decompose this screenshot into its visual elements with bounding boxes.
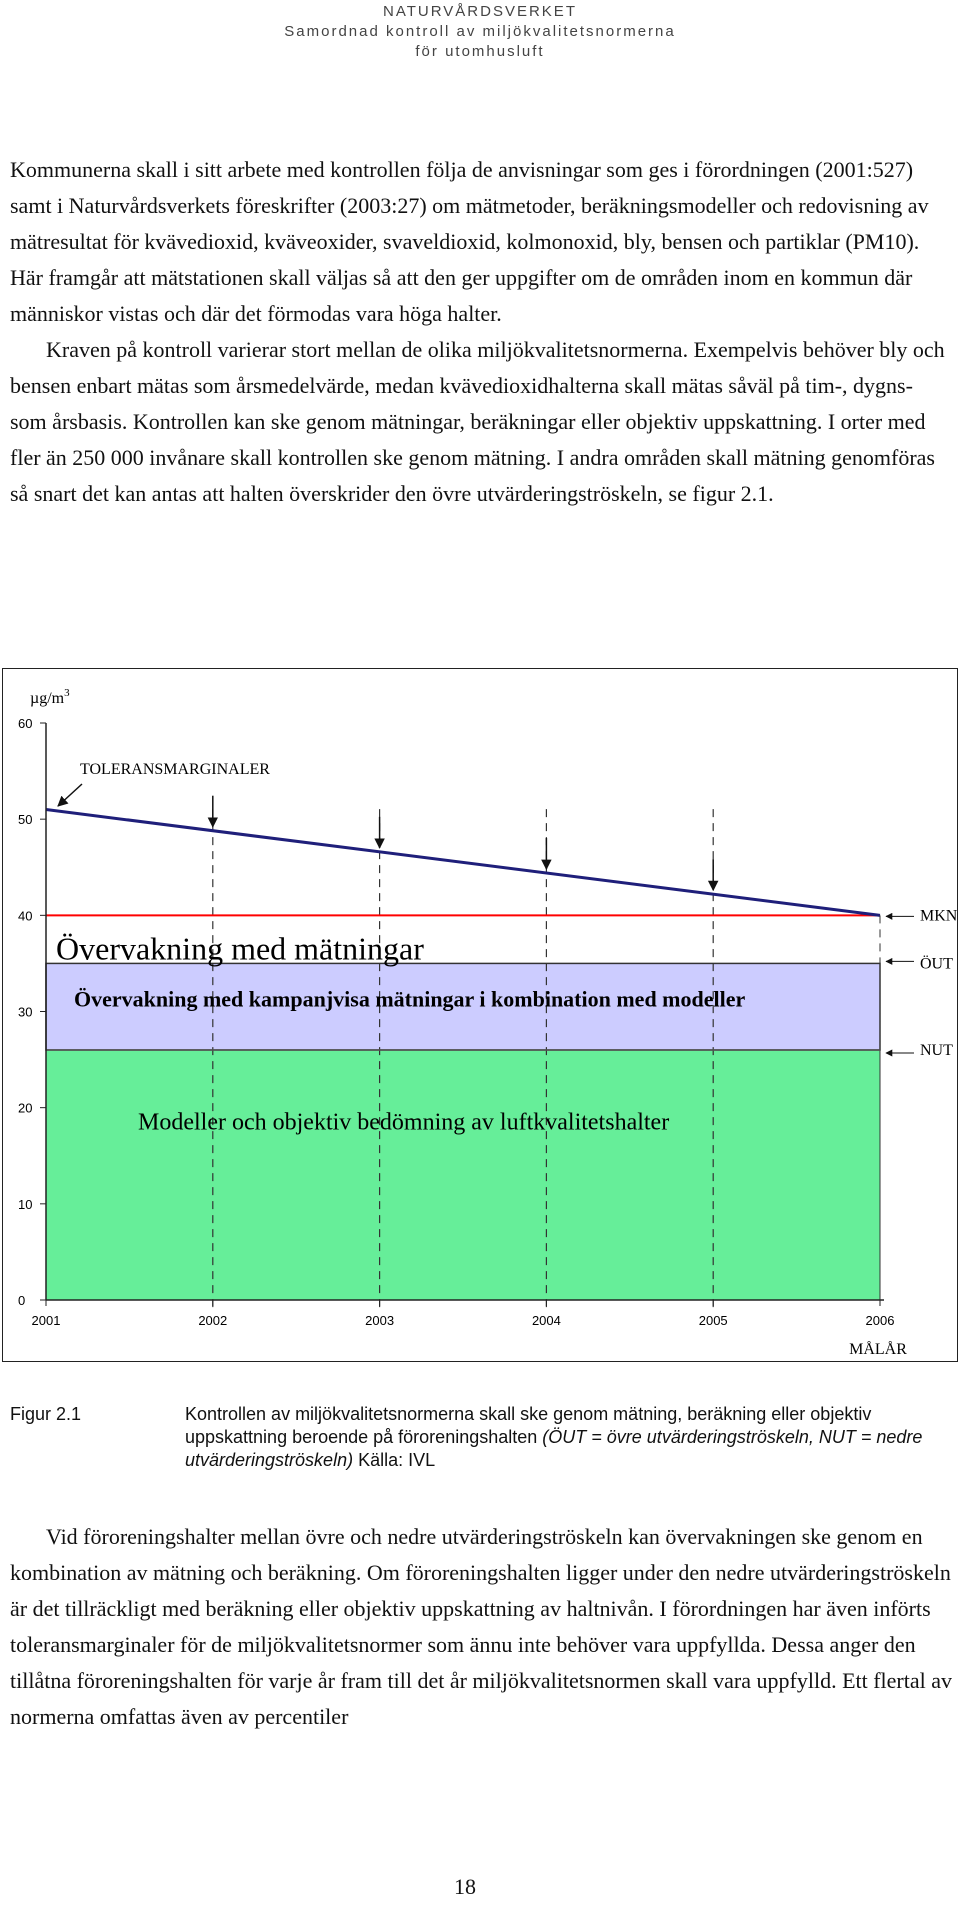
body-text-bottom — [10, 1519, 955, 1735]
x-tick-label: 2001 — [31, 1313, 61, 1328]
y-tick-label: 0 — [18, 1293, 26, 1308]
header-subtitle-2: för utomhusluft — [415, 43, 545, 60]
x-tick-label: 2003 — [365, 1313, 395, 1328]
mkn-label: MKN — [920, 907, 958, 925]
y-tick-label: 30 — [18, 1004, 33, 1020]
body-text-top — [10, 152, 955, 512]
figure-caption-label: Figur 2.1 — [10, 1404, 82, 1424]
x-end-label: MÅLÅR — [849, 1341, 907, 1358]
x-tick-label: 2004 — [531, 1313, 561, 1328]
tolerance-label-arrow — [58, 784, 82, 806]
nut-label: NUT — [920, 1041, 953, 1059]
page-number: 18 — [454, 1874, 476, 1899]
paragraph: Kraven på kontroll varierar stort mellan de olika miljökvalitetsnormerna. Exempelvis behöver bly och bensen enbart mätas som årsmedelvärde, medan kvävedioxidhalterna skall mätas såväl på tim-, dygns- som årsbasis. Kontrollen kan ske genom mätningar, beräkningar eller objektiv uppskattning. I orter med fler än 250 000 invånare skall kontrollen ske genom mätning. I andra områden skall mätning genomföras så snart det kan antas att halten överskrider den övre utvärderingströskeln, se figur 2.1. — [10, 337, 945, 506]
tolerance-label: TOLERANSMARGINALER — [80, 761, 270, 778]
figure-caption-text — [185, 1403, 930, 1472]
x-tick-label: 2005 — [698, 1313, 728, 1328]
region-models — [46, 1050, 880, 1300]
region-label-models: Modeller och objektiv bedömning av luftkvalitetshalter — [138, 1109, 670, 1136]
paragraph: Vid föroreningshalter mellan övre och nedre utvärderingströskeln kan övervakningen ske genom en kombination av mätning och beräkning. Om föroreningshalten ligger under den nedre utvärderingströskeln är det tillräckligt med beräkning eller objektiv uppskattning av haltnivån. I förordningen har även införts toleransmarginaler för de miljökvalitetsnormer som ännu inte behöver vara uppfyllda. Dessa anger den tillåtna föroreningshalten för varje år fram till det år miljökvalitetsnormen skall vara uppfylld. Ett flertal av normerna omfattas även av percentiler — [10, 1524, 953, 1729]
caption-normal: Kontrollen av miljökvalitetsnormerna skall ske genom mätning, beräkning eller objektiv uppskattning beroende på föroreningshalten — [185, 1404, 872, 1447]
region-label-measurements: Övervakning med mätningar — [56, 930, 424, 967]
y-axis-unit: $\mu g/m^3$ — [30, 687, 70, 707]
y-tick-label: 10 — [18, 1196, 33, 1212]
figure-chart — [2, 668, 958, 1362]
caption-source: Källa: IVL — [353, 1450, 436, 1470]
page-header — [0, 0, 960, 62]
x-ticks — [32, 1300, 895, 1328]
tolerance-arrows — [213, 796, 713, 890]
y-tick-label: 40 — [18, 908, 33, 924]
y-tick-label: 60 — [18, 716, 33, 731]
y-tick-label: 50 — [18, 812, 33, 828]
y-ticks — [18, 716, 46, 1308]
region-label-campaign: Övervakning med kampanjvisa mätningar i kombination med modeller — [74, 986, 746, 1012]
header-subtitle-1: Samordnad kontroll av miljökvalitetsnormerna — [284, 23, 676, 40]
out-label: ÖUT — [920, 955, 953, 973]
x-tick-label: 2006 — [865, 1313, 895, 1328]
tolerance-line — [46, 810, 880, 916]
y-tick-label: 20 — [18, 1100, 33, 1116]
header-org: NATURVÅRDSVERKET — [383, 3, 577, 20]
x-tick-label: 2002 — [198, 1313, 228, 1328]
caption-italic: (ÖUT = övre utvärderingströskeln, NUT = nedre utvärderingströskeln) — [185, 1427, 923, 1470]
paragraph: Kommunerna skall i sitt arbete med kontrollen följa de anvisningar som ges i förordningen (2001:527) samt i Naturvårdsverkets föreskrifter (2003:27) om mätmetoder, beräkningsmodeller och redovisning av mätresultat för kvävedioxid, kväveoxider, svaveldioxid, kolmonoxid, bly, bensen och partiklar (PM10). Här framgår att mätstationen skall väljas så att den ger uppgifter om de områden inom en kommun där människor vistas och där det förmodas vara höga halter. — [10, 157, 929, 326]
